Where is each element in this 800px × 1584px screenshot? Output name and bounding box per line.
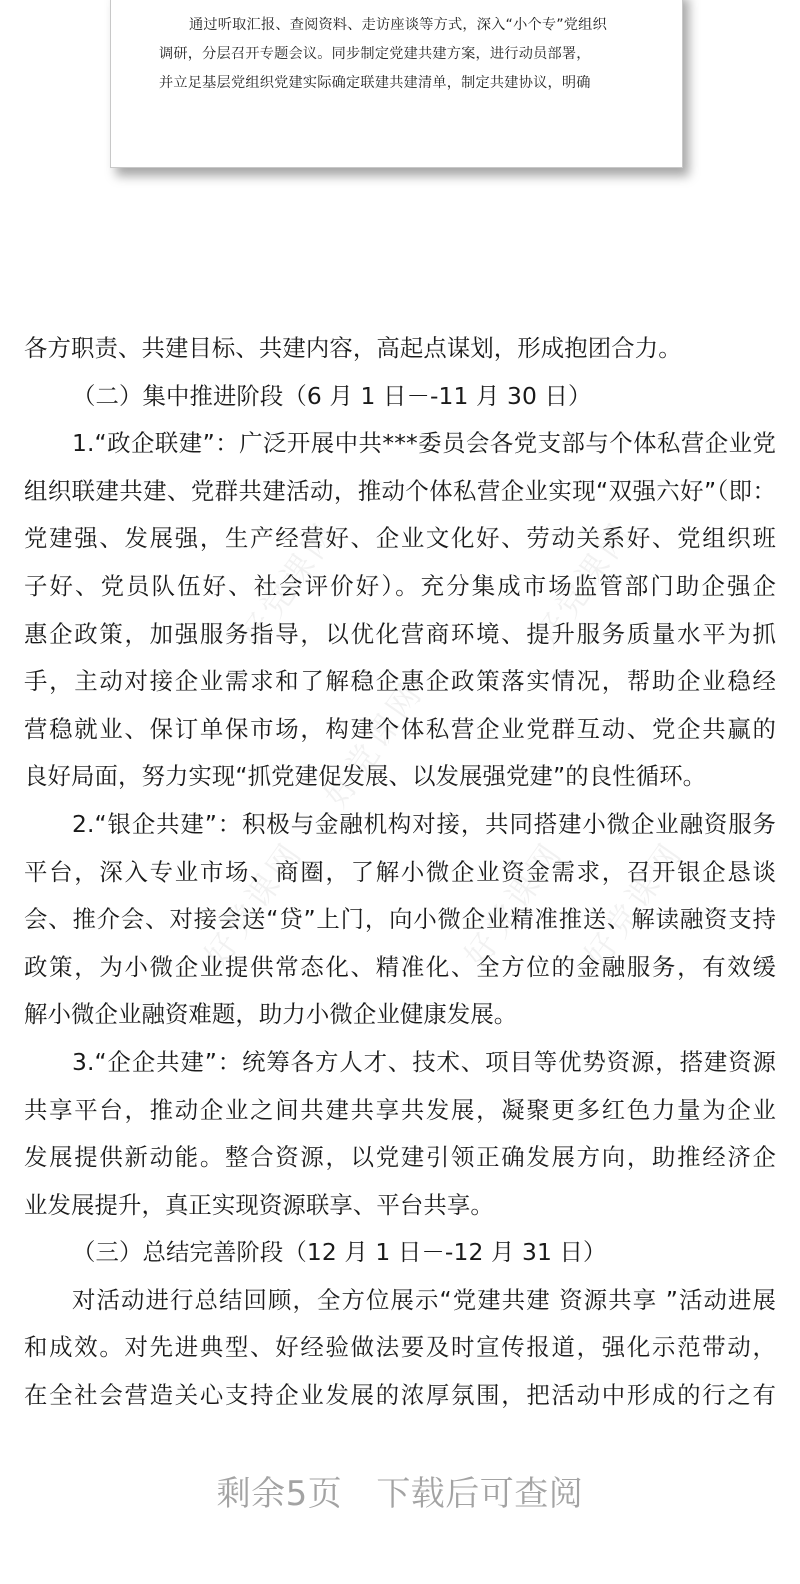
paragraph-line: 业发展提升，真正实现资源联享、平台共享。 (24, 1190, 494, 1219)
paragraph-line: 3.“企企共建”：统筹各方人才、技术、项目等优势资源，搭建资源 (72, 1047, 776, 1076)
watermark: 好党课网 (576, 834, 691, 975)
preview-line: 通过听取汇报、查阅资料、走访座谈等方式，深入“小个专”党组织 (189, 17, 607, 33)
preview-text-block (159, 11, 649, 98)
watermark: 好党课网 (456, 834, 571, 975)
paragraph-line: 共享平台，推动企业之间共建共享共发展，凝聚更多红色力量为企业 (24, 1095, 776, 1124)
paragraph-line: 政策，为小微企业提供常态化、精准化、全方位的金融服务，有效缓 (24, 952, 776, 981)
paragraph-line: 解小微企业融资难题，助力小微企业健康发展。 (24, 1000, 518, 1029)
preview-line: 调研，分层召开专题会议。同步制定党建共建方案，进行动员部署， (159, 46, 591, 62)
section-heading-3: （三）总结完善阶段（12 月 1 日－-12 月 31 日） (72, 1238, 607, 1267)
paragraph-line: 在全社会营造关心支持企业发展的浓厚氛围，把活动中形成的行之有 (24, 1381, 776, 1410)
document-body (24, 325, 776, 1420)
watermark: 好党课网 (231, 514, 346, 655)
paragraph-line: 1.“政企联建”：广泛开展中共***委员会各党支部与个体私营企业党 (72, 429, 776, 458)
remaining-pages-label: 剩余5页 (216, 1474, 343, 1514)
paragraph-line: 惠企政策，加强服务指导，以优化营商环境、提升服务质量水平为抓 (24, 619, 776, 648)
paragraph-line: 平台，深入专业市场、商圈，了解小微企业资金需求，召开银企恳谈 (24, 857, 776, 886)
paragraph-line: 2.“银企共建”：积极与金融机构对接，共同搭建小微企业融资服务 (72, 809, 776, 838)
download-to-view-label[interactable]: 下载后可查阅 (376, 1474, 584, 1514)
paragraph-line: 会、推介会、对接会送“贷”上门，向小微企业精准推送、解读融资支持 (24, 905, 776, 934)
paragraph-line: 和成效。对先进典型、好经验做法要及时宣传报道，强化示范带动， (24, 1333, 776, 1362)
section-heading-2: （二）集中推进阶段（6 月 1 日－-11 月 30 日） (72, 381, 592, 410)
paragraph-line: 对活动进行总结回顾，全方位展示“党建共建 资源共享 ”活动进展 (72, 1285, 776, 1314)
paragraph-line: 良好局面，努力实现“抓党建促发展、以发展强党建”的良性循环。 (24, 762, 707, 791)
paragraph-line: 子好、党员队伍好、社会评价好）。充分集成市场监管部门助企强企 (24, 571, 776, 600)
paragraph-line: 党建强、发展强，生产经营好、企业文化好、劳动关系好、党组织班 (24, 524, 776, 553)
watermark: 好党课网 (196, 834, 311, 975)
preview-line: 并立足基层党组织党建实际确定联建共建清单，制定共建协议，明确 (159, 75, 591, 91)
paragraph-line: 营稳就业、保订单保市场，构建个体私营企业党群互动、党企共赢的 (24, 714, 776, 743)
paragraph-line: 各方职责、共建目标、共建内容，高起点谋划，形成抱团合力。 (24, 334, 682, 362)
watermark: 好党课网 (316, 674, 431, 815)
page-preview-card (110, 0, 683, 168)
paragraph-line: 组织联建共建、党群共建活动，推动个体私营企业实现“双强六好”（即： (24, 476, 776, 505)
paragraph-line: 手，主动对接企业需求和了解稳企惠企政策落实情况，帮助企业稳经 (24, 667, 776, 696)
paragraph-line: 发展提供新动能。整合资源，以党建引领正确发展方向，助推经济企 (24, 1143, 776, 1172)
watermark: 好党课网 (526, 514, 641, 655)
download-prompt[interactable] (0, 1466, 800, 1515)
